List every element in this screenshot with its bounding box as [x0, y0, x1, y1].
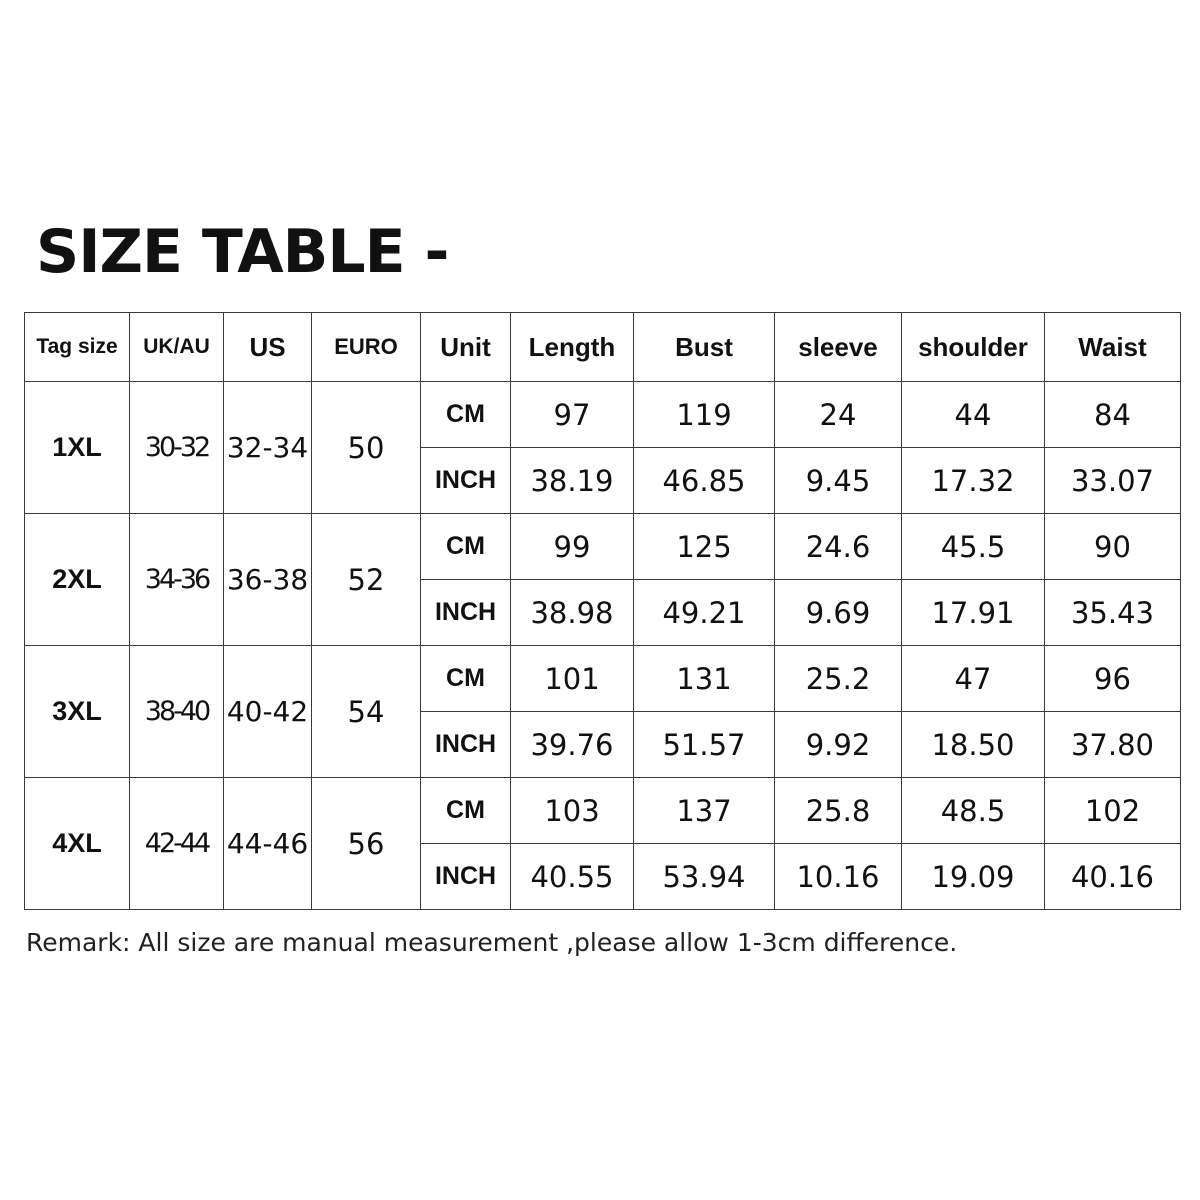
shoulder-cell: 48.5: [902, 778, 1045, 844]
euro-cell: 56: [312, 778, 421, 910]
tag-size-cell: 3XL: [25, 646, 130, 778]
header-sleeve: sleeve: [775, 313, 902, 382]
unit-cell: INCH: [421, 580, 511, 646]
waist-cell: 102: [1045, 778, 1181, 844]
bust-cell: 119: [634, 382, 775, 448]
header-tag-size: Tag size: [25, 313, 130, 382]
shoulder-cell: 17.91: [902, 580, 1045, 646]
waist-cell: 35.43: [1045, 580, 1181, 646]
bust-cell: 46.85: [634, 448, 775, 514]
header-euro: EURO: [312, 313, 421, 382]
uk-au-cell: 30-32: [130, 382, 224, 514]
euro-cell: 52: [312, 514, 421, 646]
bust-cell: 49.21: [634, 580, 775, 646]
shoulder-cell: 44: [902, 382, 1045, 448]
sleeve-cell: 9.69: [775, 580, 902, 646]
sleeve-cell: 24.6: [775, 514, 902, 580]
sleeve-cell: 9.92: [775, 712, 902, 778]
table-row: [25, 778, 1181, 844]
header-us: US: [224, 313, 312, 382]
unit-cell: CM: [421, 382, 511, 448]
bust-cell: 137: [634, 778, 775, 844]
unit-cell: INCH: [421, 712, 511, 778]
length-cell: 99: [511, 514, 634, 580]
length-cell: 39.76: [511, 712, 634, 778]
page-title: SIZE TABLE -: [36, 217, 449, 287]
size-table: [24, 312, 1181, 910]
header-unit: Unit: [421, 313, 511, 382]
header-row: [25, 313, 1181, 382]
tag-size-cell: 4XL: [25, 778, 130, 910]
sleeve-cell: 25.8: [775, 778, 902, 844]
us-cell: 32-34: [224, 382, 312, 514]
header-bust: Bust: [634, 313, 775, 382]
table-row: [25, 514, 1181, 580]
sleeve-cell: 10.16: [775, 844, 902, 910]
header-uk-au: UK/AU: [130, 313, 224, 382]
sleeve-cell: 25.2: [775, 646, 902, 712]
shoulder-cell: 47: [902, 646, 1045, 712]
header-length: Length: [511, 313, 634, 382]
unit-cell: CM: [421, 646, 511, 712]
waist-cell: 40.16: [1045, 844, 1181, 910]
header-waist: Waist: [1045, 313, 1181, 382]
waist-cell: 84: [1045, 382, 1181, 448]
uk-au-cell: 34-36: [130, 514, 224, 646]
unit-cell: INCH: [421, 844, 511, 910]
length-cell: 97: [511, 382, 634, 448]
uk-au-cell: 42-44: [130, 778, 224, 910]
bust-cell: 125: [634, 514, 775, 580]
length-cell: 103: [511, 778, 634, 844]
unit-cell: INCH: [421, 448, 511, 514]
length-cell: 38.19: [511, 448, 634, 514]
bust-cell: 131: [634, 646, 775, 712]
euro-cell: 54: [312, 646, 421, 778]
waist-cell: 33.07: [1045, 448, 1181, 514]
uk-au-cell: 38-40: [130, 646, 224, 778]
length-cell: 101: [511, 646, 634, 712]
us-cell: 44-46: [224, 778, 312, 910]
euro-cell: 50: [312, 382, 421, 514]
sleeve-cell: 9.45: [775, 448, 902, 514]
bust-cell: 51.57: [634, 712, 775, 778]
remark-text: Remark: All size are manual measurement ,please allow 1-3cm difference.: [26, 928, 958, 957]
shoulder-cell: 19.09: [902, 844, 1045, 910]
waist-cell: 90: [1045, 514, 1181, 580]
length-cell: 38.98: [511, 580, 634, 646]
waist-cell: 96: [1045, 646, 1181, 712]
shoulder-cell: 45.5: [902, 514, 1045, 580]
us-cell: 36-38: [224, 514, 312, 646]
unit-cell: CM: [421, 778, 511, 844]
tag-size-cell: 2XL: [25, 514, 130, 646]
shoulder-cell: 17.32: [902, 448, 1045, 514]
table-row: [25, 646, 1181, 712]
length-cell: 40.55: [511, 844, 634, 910]
header-shoulder: shoulder: [902, 313, 1045, 382]
tag-size-cell: 1XL: [25, 382, 130, 514]
waist-cell: 37.80: [1045, 712, 1181, 778]
sleeve-cell: 24: [775, 382, 902, 448]
shoulder-cell: 18.50: [902, 712, 1045, 778]
unit-cell: CM: [421, 514, 511, 580]
table-row: [25, 382, 1181, 448]
us-cell: 40-42: [224, 646, 312, 778]
bust-cell: 53.94: [634, 844, 775, 910]
